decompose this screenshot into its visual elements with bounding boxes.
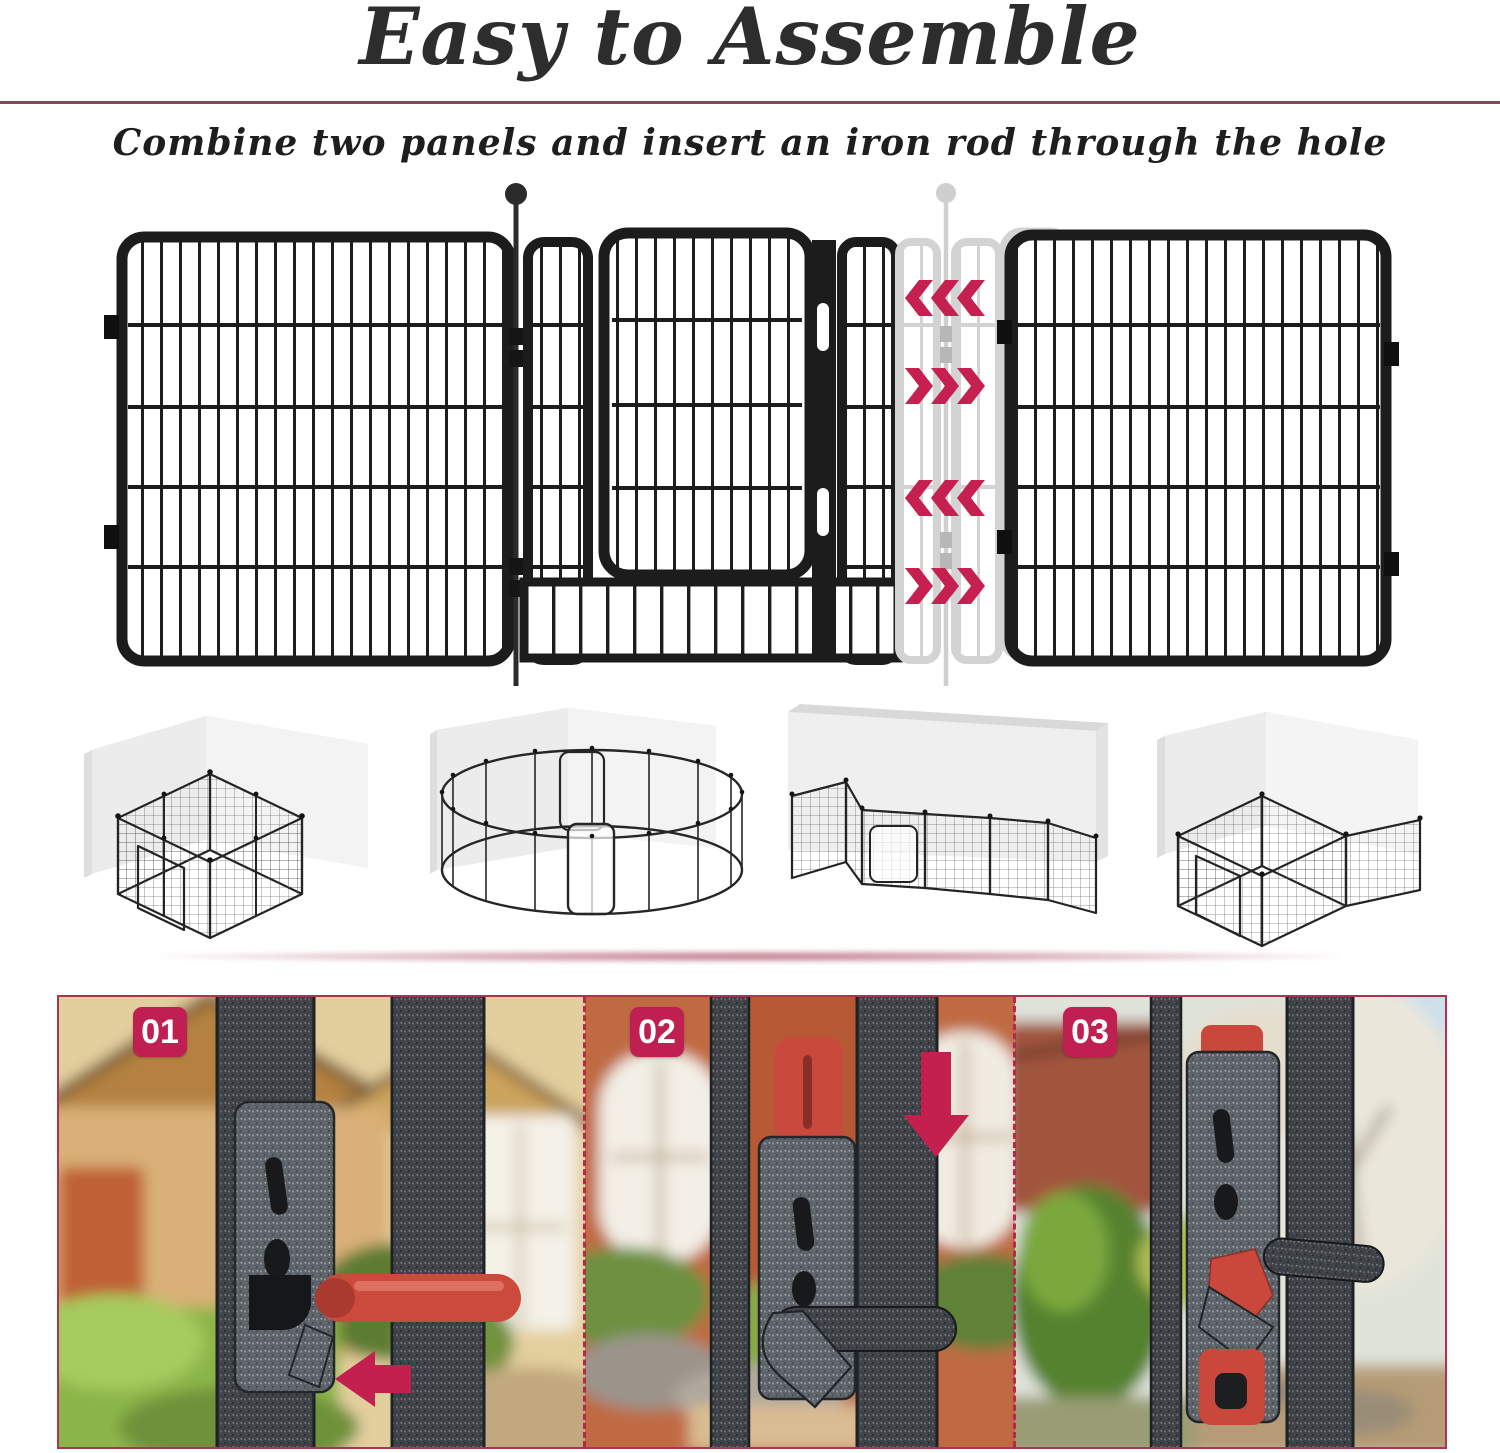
configuration-illustrations xyxy=(0,698,1500,968)
step-2-hardware xyxy=(711,997,969,1447)
fence-panel-left xyxy=(104,237,510,661)
config-straight-barrier xyxy=(788,704,1108,913)
assembly-diagram xyxy=(0,180,1500,700)
step-3-badge: 03 xyxy=(1063,1007,1117,1057)
connector-tab-icon xyxy=(104,525,119,549)
title-divider xyxy=(0,101,1500,104)
red-rod-icon xyxy=(775,1037,843,1149)
soft-pink-divider-glow xyxy=(160,950,1340,963)
step-1-badge: 01 xyxy=(133,1007,187,1057)
red-rod-icon xyxy=(315,1274,521,1322)
pen-door-icon xyxy=(870,826,917,882)
fence-panel-right xyxy=(997,235,1399,661)
config-circle-pen xyxy=(430,708,744,914)
step-divider-dashed xyxy=(1013,997,1016,1447)
step-2-badge: 02 xyxy=(630,1007,684,1057)
connector-tab-icon xyxy=(997,530,1012,554)
page-title: Easy to Assemble xyxy=(359,0,1141,83)
steps-photo-canvas xyxy=(59,997,1445,1447)
step-3-hardware xyxy=(1151,997,1385,1447)
config-rectangle-pen-in-corner xyxy=(84,716,368,938)
connector-tab-icon xyxy=(1384,552,1399,576)
assembly-steps-photo xyxy=(57,995,1447,1449)
latch-slot-icon xyxy=(817,488,829,536)
connector-tab-icon xyxy=(997,320,1012,344)
config-corner-pen xyxy=(1157,712,1423,946)
step-divider-dashed xyxy=(583,997,586,1447)
connector-tab-icon xyxy=(104,315,119,339)
latch-slot-icon xyxy=(817,303,829,351)
gate-panel-unit xyxy=(524,233,898,660)
gate-bottom-strip xyxy=(524,582,898,658)
connector-tab-icon xyxy=(1384,342,1399,366)
subtitle: Combine two panels and insert an iron rod through the hole xyxy=(112,122,1388,164)
